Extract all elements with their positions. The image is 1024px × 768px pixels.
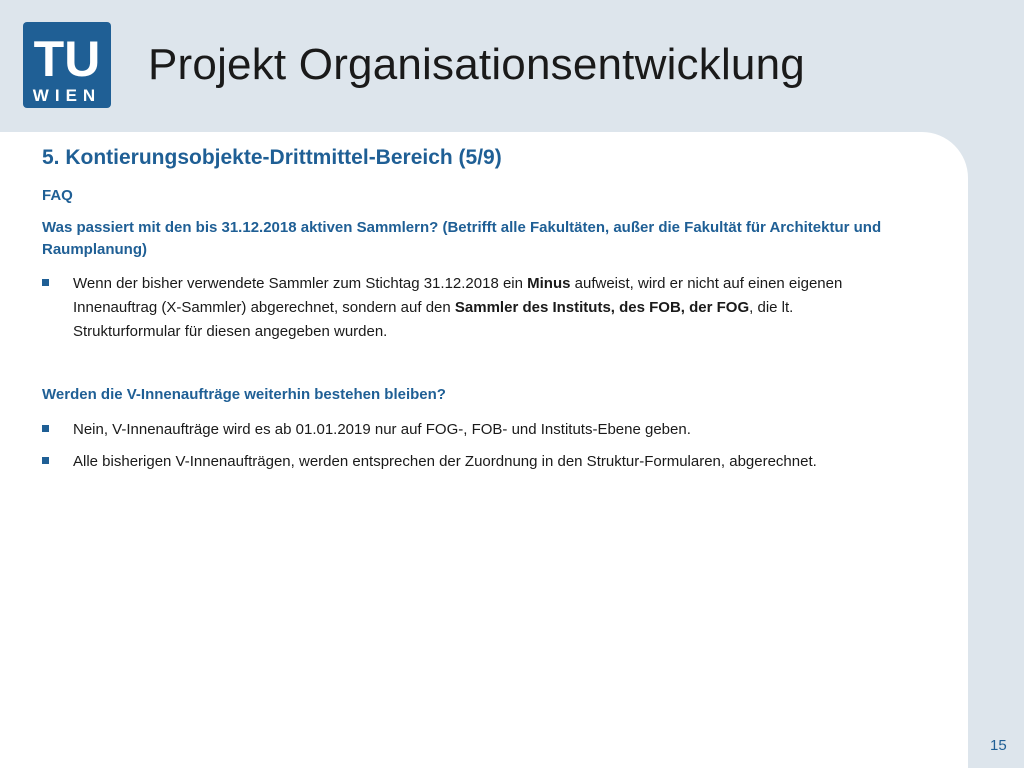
tu-wien-logo	[23, 22, 111, 108]
bullet-square-icon	[42, 457, 49, 464]
faq-question-1: Was passiert mit den bis 31.12.2018 aktiven Sammlern? (Betrifft alle Fakultäten, außer die Fakultät für Architektur und Raumplanung)	[42, 219, 882, 258]
slide-content	[0, 132, 968, 768]
page-number: 15	[990, 737, 1007, 754]
logo-wien-text: WIEN	[32, 86, 102, 105]
list-item-text: Nein, V-Innenaufträge wird es ab 01.01.2019 nur auf FOG-, FOB- und Instituts-Ebene geben.	[73, 421, 691, 438]
page-title: Projekt Organisationsentwicklung	[148, 40, 805, 89]
faq-label: FAQ	[42, 187, 73, 204]
section-subtitle: 5. Kontierungsobjekte-Drittmittel-Bereich (5/9)	[42, 146, 502, 169]
tu-wien-logo-icon	[23, 22, 111, 108]
faq-question-2: Werden die V-Innenaufträge weiterhin bestehen bleiben?	[42, 386, 446, 403]
list-item-text: Wenn der bisher verwendete Sammler zum Stichtag 31.12.2018 ein Minus aufweist, wird er nicht auf einen eigenen Innenauftrag (X-Sammler) abgerechnet, sondern auf den Sammler des Instituts, des FOB, der FOG, die lt. Strukturformular für diesen angegeben wurden.	[73, 275, 843, 340]
slide-header	[0, 0, 1024, 132]
bullet-square-icon	[42, 425, 49, 432]
bullet-square-icon	[42, 279, 49, 286]
logo-tu-text: TU	[33, 31, 101, 87]
list-item-text: Alle bisherigen V-Innenaufträgen, werden entsprechen der Zuordnung in den Struktur-Formularen, abgerechnet.	[73, 453, 817, 470]
